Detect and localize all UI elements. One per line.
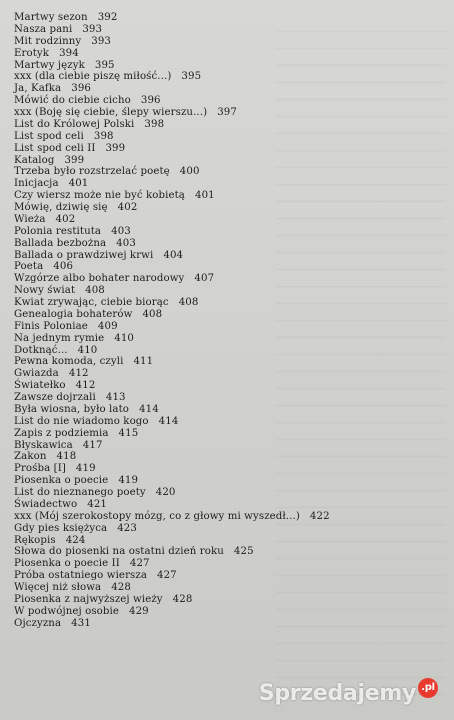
toc-title: Piosenka z najwyższej wieży (14, 593, 163, 605)
toc-title: Nowy świat (14, 285, 76, 297)
toc-page-number: 397 (217, 107, 237, 118)
toc-title: Kwiat zrywając, ciebie biorąc (14, 297, 169, 308)
toc-title: Światełko (14, 380, 66, 392)
toc-page-number: 403 (116, 237, 136, 249)
toc-title: Martwy język (14, 59, 85, 71)
toc-page-number: 404 (163, 249, 184, 261)
toc-title: Rękopis (14, 534, 56, 546)
toc-entry (14, 475, 434, 487)
toc-title: Piosenka o poecie II (14, 558, 120, 570)
toc-page-number: 401 (68, 178, 89, 190)
toc-entry (14, 285, 434, 297)
toc-entry (14, 297, 434, 309)
toc-page-number: 400 (179, 166, 200, 178)
toc-entry (14, 558, 434, 570)
toc-page-number: 414 (139, 403, 159, 415)
toc-page-number: 402 (117, 202, 138, 213)
toc-page-number: 396 (71, 83, 91, 95)
toc-entry (14, 83, 434, 95)
toc-entry (14, 12, 434, 24)
watermark-tld-badge: .pl (418, 678, 438, 698)
toc-entry (14, 273, 434, 285)
toc-title: List do nieznanego poety (14, 487, 146, 498)
toc-page-number: 407 (194, 273, 215, 285)
toc-entry (14, 546, 434, 558)
toc-title: Na jednym rymie (14, 332, 105, 344)
toc-entry (14, 499, 434, 511)
toc-title: Erotyk (14, 47, 50, 59)
toc-entry (14, 107, 434, 119)
toc-entry (14, 380, 434, 392)
toc-page-number: 402 (55, 213, 76, 225)
toc-entry (14, 155, 434, 167)
toc-page-number: 422 (309, 510, 330, 522)
toc-entry (14, 451, 434, 463)
toc-page-number: 401 (195, 190, 215, 202)
toc-page-number: 424 (65, 534, 86, 546)
toc-title: Czy wiersz może nie być kobietą (14, 190, 185, 202)
toc-page-number: 421 (87, 498, 107, 510)
toc-entry (14, 95, 434, 107)
toc-entry (14, 428, 434, 440)
toc-page-number: 392 (97, 12, 118, 23)
toc-title: Błyskawica (14, 439, 73, 451)
toc-page-number: 399 (105, 142, 126, 154)
toc-title: Była wiosna, było lato (14, 403, 130, 415)
toc-title: Inicjacja (14, 178, 59, 190)
toc-page-number: 408 (85, 285, 105, 297)
toc-title: Wzgórze albo bohater narodowy (14, 273, 185, 285)
toc-entry (14, 250, 434, 262)
toc-page-number: 428 (172, 593, 193, 605)
toc-title: Świadectwo (14, 498, 78, 510)
toc-entry (14, 582, 434, 594)
toc-page-number: 419 (75, 463, 96, 475)
toc-title: Mit rodzinny (14, 35, 82, 47)
toc-title: Nasza pani (14, 23, 73, 35)
toc-entry (14, 309, 434, 321)
toc-entry (14, 511, 434, 523)
toc-title: Katalog (14, 154, 55, 166)
toc-entry (14, 261, 434, 273)
table-of-contents (14, 12, 434, 630)
toc-entry (14, 226, 434, 238)
toc-page-number: 403 (111, 225, 131, 237)
toc-entry (14, 618, 434, 630)
toc-entry (14, 463, 434, 475)
toc-title: Piosenka o poecie (14, 475, 109, 487)
toc-title: Gdy pies księżyca (14, 522, 108, 534)
toc-page-number: 423 (117, 522, 137, 534)
toc-title: Trzeba było rozstrzelać poetę (14, 166, 170, 178)
toc-entry (14, 440, 434, 452)
toc-title: Słowa do piosenki na ostatni dzień roku (14, 546, 224, 558)
toc-title: Prośba [I] (14, 463, 66, 475)
toc-title: Poeta (14, 261, 44, 273)
toc-page-number: 398 (93, 130, 114, 142)
toc-page-number: 418 (56, 451, 77, 463)
sprzedajemy-watermark (259, 678, 438, 706)
toc-entry (14, 178, 434, 190)
toc-entry (14, 190, 434, 202)
toc-entry (14, 345, 434, 357)
toc-title: List spod celi II (14, 142, 96, 154)
toc-entry (14, 71, 434, 83)
toc-page-number: 420 (155, 487, 176, 498)
toc-page-number: 395 (181, 71, 202, 83)
toc-title: Finis Poloniae (14, 320, 88, 332)
toc-title: xxx (Boję się ciebie, ślepy wierszu...) (14, 107, 208, 118)
toc-entry (14, 60, 434, 72)
toc-page-number: 411 (133, 356, 154, 368)
toc-page-number: 394 (59, 47, 79, 59)
toc-page-number: 413 (105, 392, 126, 403)
toc-entry (14, 202, 434, 214)
toc-page-number: 431 (71, 617, 91, 629)
toc-title: xxx (dla ciebie piszę miłość...) (14, 71, 172, 83)
toc-page-number: 414 (158, 415, 179, 427)
toc-title: Zawsze dojrzali (14, 392, 96, 403)
toc-entry (14, 214, 434, 226)
toc-page-number: 428 (111, 582, 131, 593)
toc-page-number: 406 (53, 261, 74, 273)
toc-title: Ja, Kafka (14, 83, 62, 95)
toc-page-number: 395 (94, 59, 115, 71)
toc-entry (14, 606, 434, 618)
toc-entry (14, 131, 434, 143)
toc-page-number: 399 (64, 154, 85, 166)
toc-entry (14, 416, 434, 428)
toc-page-number: 425 (233, 546, 254, 558)
toc-page-number: 409 (97, 320, 118, 332)
toc-entry (14, 238, 434, 250)
toc-title: Ballada o prawdziwej krwi (14, 249, 154, 261)
toc-title: Ojczyzna (14, 617, 62, 629)
toc-entry (14, 321, 434, 333)
toc-page-number: 410 (77, 344, 98, 356)
toc-page-number: 408 (142, 308, 163, 320)
toc-title: List do nie wiadomo kogo (14, 415, 149, 427)
toc-title: List do Królowej Polski (14, 118, 135, 130)
toc-title: Pewna komoda, czyli (14, 356, 124, 368)
toc-title: Więcej niż słowa (14, 582, 102, 593)
toc-page-number: 410 (114, 332, 134, 344)
toc-page-number: 396 (140, 95, 161, 107)
toc-page-number: 419 (118, 475, 139, 487)
toc-title: Genealogia bohaterów (14, 308, 133, 320)
toc-entry (14, 119, 434, 131)
toc-title: Mówię, dziwię się (14, 202, 108, 213)
toc-page-number: 415 (118, 427, 139, 439)
toc-page-number: 412 (75, 380, 96, 392)
toc-entry (14, 166, 434, 178)
toc-page-number: 427 (129, 558, 150, 570)
toc-title: Próba ostatniego wiersza (14, 570, 148, 582)
toc-entry (14, 36, 434, 48)
toc-title: W podwójnej osobie (14, 605, 119, 617)
toc-entry (14, 356, 434, 368)
toc-entry (14, 368, 434, 380)
toc-title: Gwiazda (14, 368, 59, 380)
toc-entry (14, 333, 434, 345)
toc-page-number: 408 (178, 297, 199, 308)
toc-page-number: 429 (129, 605, 149, 617)
toc-title: Zapis z podziemia (14, 427, 109, 439)
toc-title: xxx (Mój szerokostopy mózg, co z głowy mi wyszedł...) (14, 510, 300, 522)
toc-entry (14, 535, 434, 547)
toc-page-number: 427 (157, 570, 177, 582)
toc-entry (14, 48, 434, 60)
toc-title: Zakon (14, 451, 47, 463)
toc-title: List spod celi (14, 130, 84, 142)
toc-entry (14, 487, 434, 499)
toc-page-number: 393 (91, 35, 111, 47)
toc-entry (14, 523, 434, 535)
toc-entry (14, 24, 434, 36)
toc-entry (14, 392, 434, 404)
toc-page-number: 412 (68, 368, 89, 380)
toc-title: Ballada bezbożna (14, 237, 107, 249)
toc-title: Martwy sezon (14, 12, 88, 23)
toc-entry (14, 570, 434, 582)
toc-page-number: 393 (82, 23, 103, 35)
toc-entry (14, 594, 434, 606)
toc-title: Dotknąć... (14, 344, 68, 356)
toc-entry (14, 404, 434, 416)
watermark-brand: Sprzedajemy (258, 681, 416, 706)
toc-title: Wieża (14, 213, 46, 225)
toc-entry (14, 143, 434, 155)
toc-page-number: 398 (144, 118, 165, 130)
toc-title: Polonia restituta (14, 225, 102, 237)
toc-page-number: 417 (82, 439, 103, 451)
toc-title: Mówić do ciebie cicho (14, 95, 131, 107)
